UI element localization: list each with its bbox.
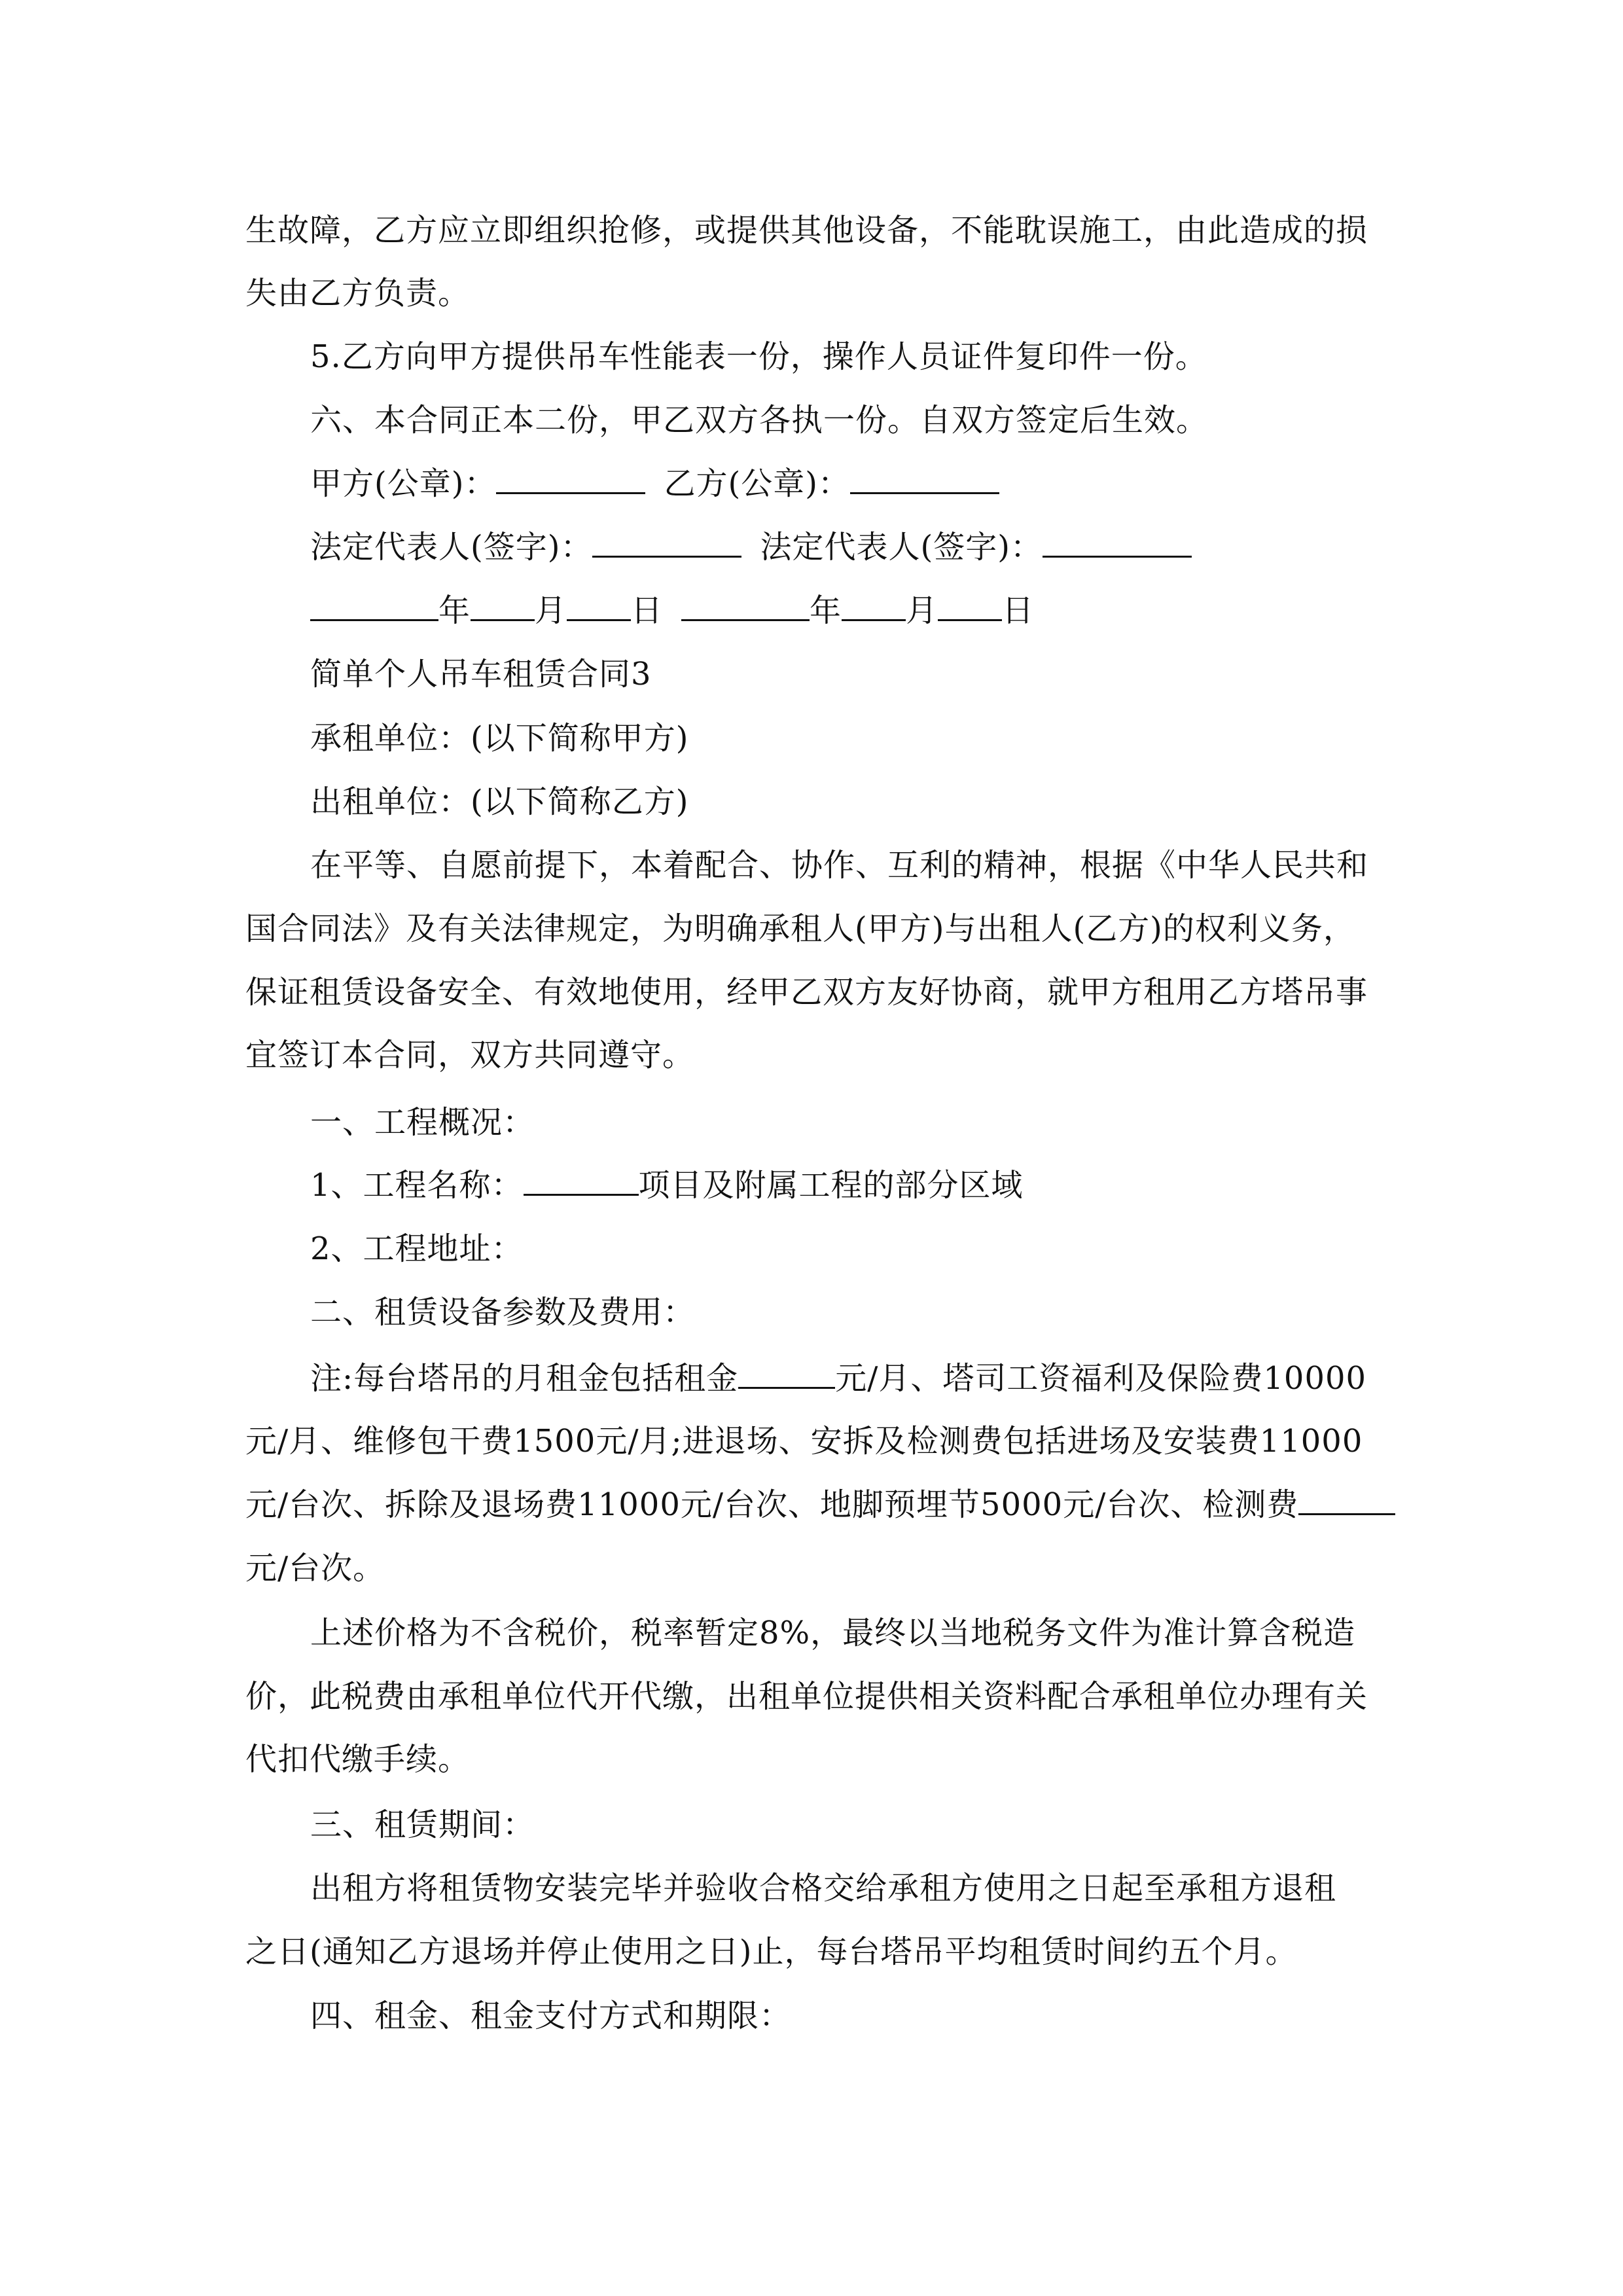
party-a-seal-label: 甲方(公章)： <box>310 465 497 502</box>
text-line: 元/台次。 <box>245 1550 385 1587</box>
project-name-suffix: 项目及附属工程的部分区域 <box>638 1167 1024 1204</box>
date-line <box>310 590 1381 630</box>
text-line: 2、工程地址： <box>310 1230 524 1267</box>
blank-field <box>1043 527 1192 558</box>
fee-note-prefix: 注:每台塔吊的月租金包括租金 <box>310 1360 739 1397</box>
blank-field <box>310 590 438 621</box>
text-line: 宜签订本合同，双方共同遵守。 <box>245 1037 695 1073</box>
party-b-seal-label: 乙方(公章)： <box>664 465 850 502</box>
signature-rep-line <box>310 527 1381 567</box>
text-line: 代扣代缴手续。 <box>245 1741 471 1778</box>
text-line: 价，此税费由承租单位代开代缴，出租单位提供相关资料配合承租单位办理有关 <box>245 1678 1368 1715</box>
blank-field <box>524 1165 639 1196</box>
blank-field <box>938 590 1002 621</box>
text-line: 一、工程概况： <box>310 1104 535 1141</box>
text-line: 出租单位：(以下简称乙方) <box>310 783 689 820</box>
blank-field <box>1298 1484 1395 1515</box>
section-title: 简单个人吊车租赁合同3 <box>310 656 652 692</box>
text-line: 上述价格为不含税价，税率暂定8%，最终以当地税务文件为准计算含税造 <box>310 1615 1356 1651</box>
party-a-rep-label: 法定代表人(签字)： <box>310 529 593 565</box>
year-label: 年 <box>438 592 471 629</box>
text-line: 之日(通知乙方退场并停止使用之日)止，每台塔吊平均租赁时间约五个月。 <box>245 1933 1298 1970</box>
day-label: 日 <box>631 592 664 629</box>
text-line: 在平等、自愿前提下，本着配合、协作、互利的精神，根据《中华人民共和 <box>310 847 1369 884</box>
blank-field <box>681 590 810 621</box>
fee-note-line <box>310 1358 1381 1398</box>
text-line: 承租单位：(以下简称甲方) <box>310 720 689 757</box>
blank-field <box>496 463 645 494</box>
text-line: 生故障，乙方应立即组织抢修，或提供其他设备，不能耽误施工，由此造成的损 <box>245 212 1368 249</box>
year-label: 年 <box>810 592 842 629</box>
text-line: 四、租金、租金支付方式和期限： <box>310 1998 792 2034</box>
text-line: 六、本合同正本二份，甲乙双方各执一份。自双方签定后生效。 <box>310 402 1209 439</box>
blank-field <box>567 590 631 621</box>
month-label: 月 <box>906 592 938 629</box>
text-line: 失由乙方负责。 <box>245 275 471 312</box>
project-name-prefix: 1、工程名称： <box>310 1167 524 1204</box>
text-line: 三、租赁期间： <box>310 1806 535 1843</box>
signature-seal-line <box>310 463 1381 503</box>
blank-field <box>842 590 906 621</box>
blank-field <box>738 1358 835 1389</box>
fee-line-3-text: 元/台次、拆除及退场费11000元/台次、地脚预埋节5000元/台次、检测费 <box>245 1486 1299 1523</box>
blank-field <box>471 590 535 621</box>
day-label: 日 <box>1002 592 1035 629</box>
month-label: 月 <box>535 592 567 629</box>
text-line: 5.乙方向甲方提供吊车性能表一份，操作人员证件复印件一份。 <box>310 338 1207 375</box>
text-line: 二、租赁设备参数及费用： <box>310 1294 696 1331</box>
text-line: 元/月、维修包干费1500元/月;进退场、安拆及检测费包括进场及安装费11000 <box>245 1423 1363 1460</box>
blank-field <box>850 463 999 494</box>
text-line: 出租方将租赁物安装完毕并验收合格交给承租方使用之日起至承租方退租 <box>310 1870 1337 1907</box>
text-line: 国合同法》及有关法律规定，为明确承租人(甲方)与出租人(乙方)的权利义务， <box>245 910 1355 947</box>
text-line: 保证租赁设备安全、有效地使用，经甲乙双方友好协商，就甲方租用乙方塔吊事 <box>245 974 1368 1011</box>
party-b-rep-label: 法定代表人(签字)： <box>760 529 1043 565</box>
project-name-line <box>310 1165 1381 1205</box>
fee-note-suffix: 元/月、塔司工资福利及保险费10000 <box>835 1360 1367 1397</box>
blank-field <box>592 527 741 558</box>
fee-line-3 <box>245 1484 1381 1524</box>
